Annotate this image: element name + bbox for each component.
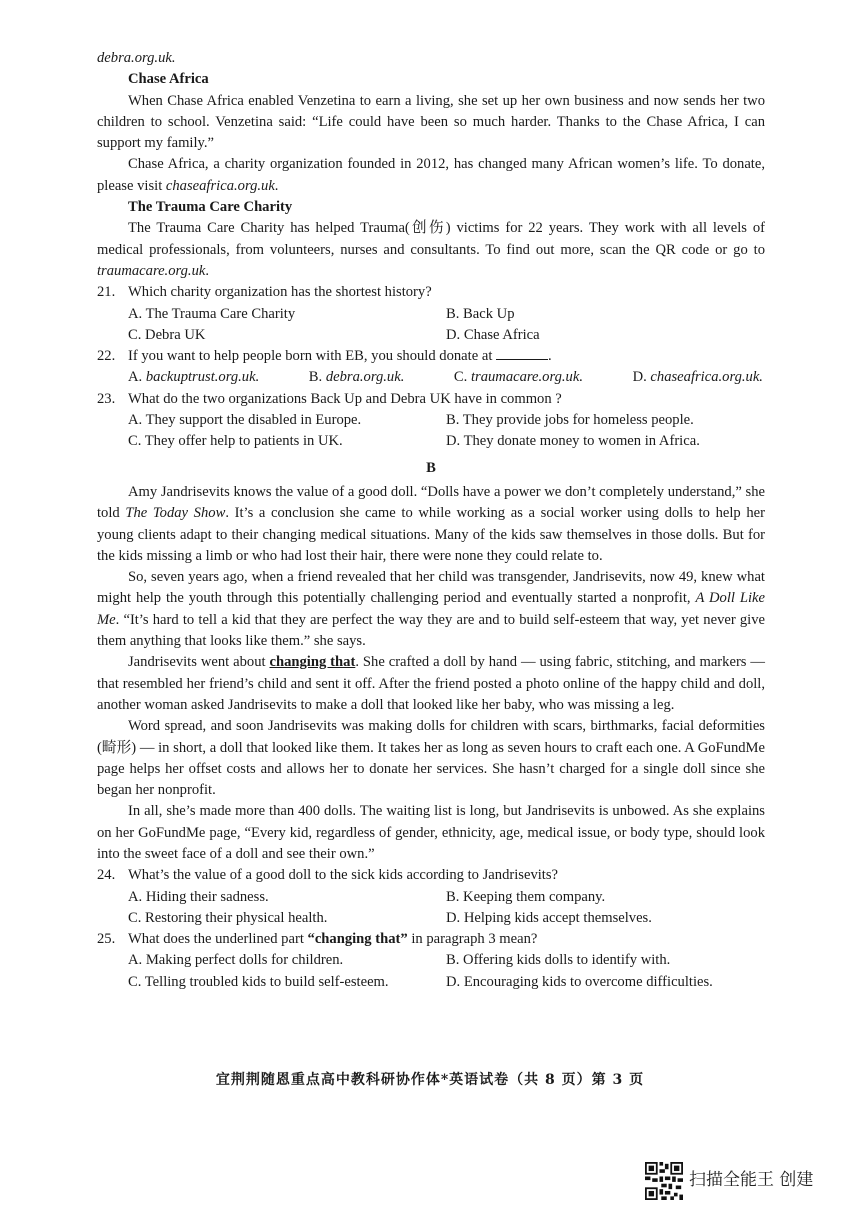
question-24-options [128, 887, 765, 930]
option-b: B. Back Up [446, 305, 515, 322]
passage-b-paragraph-5: In all, she’s made more than 400 dolls. The waiting list is long, but Jandrisevits is unbowed. As she explains on her GoFundMe page, “Every kid, regardless of gender, ethnicity, age, medical issue, or body type, should look into the sweet face of a doll and see their own.” [97, 803, 765, 862]
option-c: C. They offer help to patients in UK. [128, 433, 343, 450]
heading-trauma-care: The Trauma Care Charity [128, 199, 293, 216]
scanner-watermark [645, 1162, 813, 1200]
option-d: D. Chase Africa [446, 326, 540, 343]
passage-b-paragraph-2: So, seven years ago, when a friend revealed that her child was transgender, Jandrisevits, now 49, knew what might help the youth through this potentially challenging period and eventually started a nonprofit, A Doll Like Me. “It’s hard to tell a kid that they are perfect the way they are and to build self-esteem that way, yet never give them anything that looks like them.” she says. [97, 569, 765, 650]
show-title: The Today Show [125, 505, 226, 522]
answer-blank [496, 346, 548, 360]
question-number: 24. [97, 867, 116, 884]
trauma-care-url: traumacare.org.uk [97, 262, 206, 279]
question-text: What do the two organizations Back Up and Debra UK have in common ? [128, 390, 562, 407]
page-footer: 宜荆荆随恩重点高中教科研协作体*英语试卷（共 8 页）第 3 页 [215, 1072, 645, 1088]
question-21-options [128, 304, 765, 347]
question-22-options [128, 367, 765, 388]
previous-page-link-tail: debra.org.uk. [97, 50, 176, 66]
option-d: D. Helping kids accept themselves. [446, 909, 652, 926]
option-d: D. They donate money to women in Africa. [446, 433, 700, 450]
option-c: C. Restoring their physical health. [128, 909, 328, 926]
chase-africa-url: chaseafrica.org.uk [165, 177, 275, 194]
question-number: 22. [97, 348, 116, 365]
option-d: D. Encouraging kids to overcome difficulties. [446, 973, 713, 990]
question-text: What’s the value of a good doll to the sick kids according to Jandrisevits? [128, 867, 559, 884]
trauma-care-paragraph: The Trauma Care Charity has helped Trauma(创伤) victims for 22 years. They work with all levels of medical professionals, from volunteers, nurses and consultants. To find out more, scan the QR code or go to traumacare.org.uk. [97, 220, 765, 279]
option-b: B. Offering kids dolls to identify with. [446, 952, 671, 969]
heading-chase-africa: Chase Africa [128, 71, 209, 88]
nonprofit-name: A Doll Like Me [97, 590, 765, 628]
question-number: 23. [97, 390, 116, 407]
option-c: C. Debra UK [128, 326, 206, 343]
option-a: A. Making perfect dolls for children. [128, 952, 344, 969]
option-a: A. backuptrust.org.uk. [128, 369, 260, 386]
passage-b-paragraph-1: Amy Jandrisevits knows the value of a good doll. “Dolls have a power we don’t completely understand,” she told The Today Show. It’s a conclusion she came to while working as a social worker using dolls to help her young clients adapt to their changing medical situations. Many of the kids saw themselves in those dolls. But for the kids missing a limb or who had lost their hair, there were none they could relate to. [97, 483, 765, 564]
option-b: B. debra.org.uk. [308, 369, 405, 386]
option-b: B. Keeping them company. [446, 888, 606, 905]
question-24 [97, 865, 765, 886]
question-25-options [128, 950, 765, 993]
option-a: A. They support the disabled in Europe. [128, 412, 362, 429]
option-d: D. chaseafrica.org.uk. [632, 369, 763, 386]
option-b: B. They provide jobs for homeless people. [446, 412, 694, 429]
passage-b-paragraph-4: Word spread, and soon Jandrisevits was making dolls for children with scars, birthmarks, facial deformities (畸形) — in short, a doll that looked like them. It takes her as long as seven hours to craft each one. A GoFundMe page helps her offset costs and allows her to donate her services. She hasn’t charged for a single doll since she began her nonprofit. [97, 718, 765, 799]
section-b-heading: B [426, 459, 436, 476]
question-23 [97, 389, 765, 410]
question-text: Which charity organization has the shortest history? [128, 284, 432, 301]
underlined-phrase: changing that [269, 654, 356, 671]
question-text: What does the underlined part “changing that” in paragraph 3 mean? [128, 931, 538, 948]
qr-code-icon [645, 1162, 683, 1200]
question-23-options [128, 410, 765, 453]
question-text: If you want to help people born with EB, you should donate at [128, 348, 493, 365]
option-c: C. Telling troubled kids to build self-esteem. [128, 973, 389, 990]
chase-africa-paragraph-1: When Chase Africa enabled Venzetina to earn a living, she set up her own business and now sends her two children to school. Venzetina said: “Life could have been so much harder. Thanks to the Chase Africa, I can support my family.” [97, 92, 765, 152]
exam-page [97, 48, 765, 993]
question-21 [97, 282, 765, 303]
option-a: A. The Trauma Care Charity [128, 305, 296, 322]
question-22: 22. If you want to help people born with EB, you should donate at . [97, 346, 765, 367]
chase-africa-paragraph-2: Chase Africa, a charity organization founded in 2012, has changed many African women’s life. To donate, please visit chaseafrica.org.uk. [97, 156, 765, 194]
question-number: 25. [97, 931, 116, 948]
question-number: 21. [97, 284, 116, 301]
passage-b-paragraph-3: Jandrisevits went about changing that. She crafted a doll by hand — using fabric, stitching, and markers — that resembled her friend’s child and sent it off. After the friend posted a photo online of the happy child and doll, another woman asked Jandrisevits to make a doll that looked like her baby, who was missing a leg. [97, 654, 766, 713]
watermark-text: 扫描全能王 创建 [689, 1170, 814, 1191]
option-a: A. Hiding their sadness. [128, 888, 269, 905]
question-25 [97, 929, 765, 950]
option-c: C. traumacare.org.uk. [453, 369, 583, 386]
